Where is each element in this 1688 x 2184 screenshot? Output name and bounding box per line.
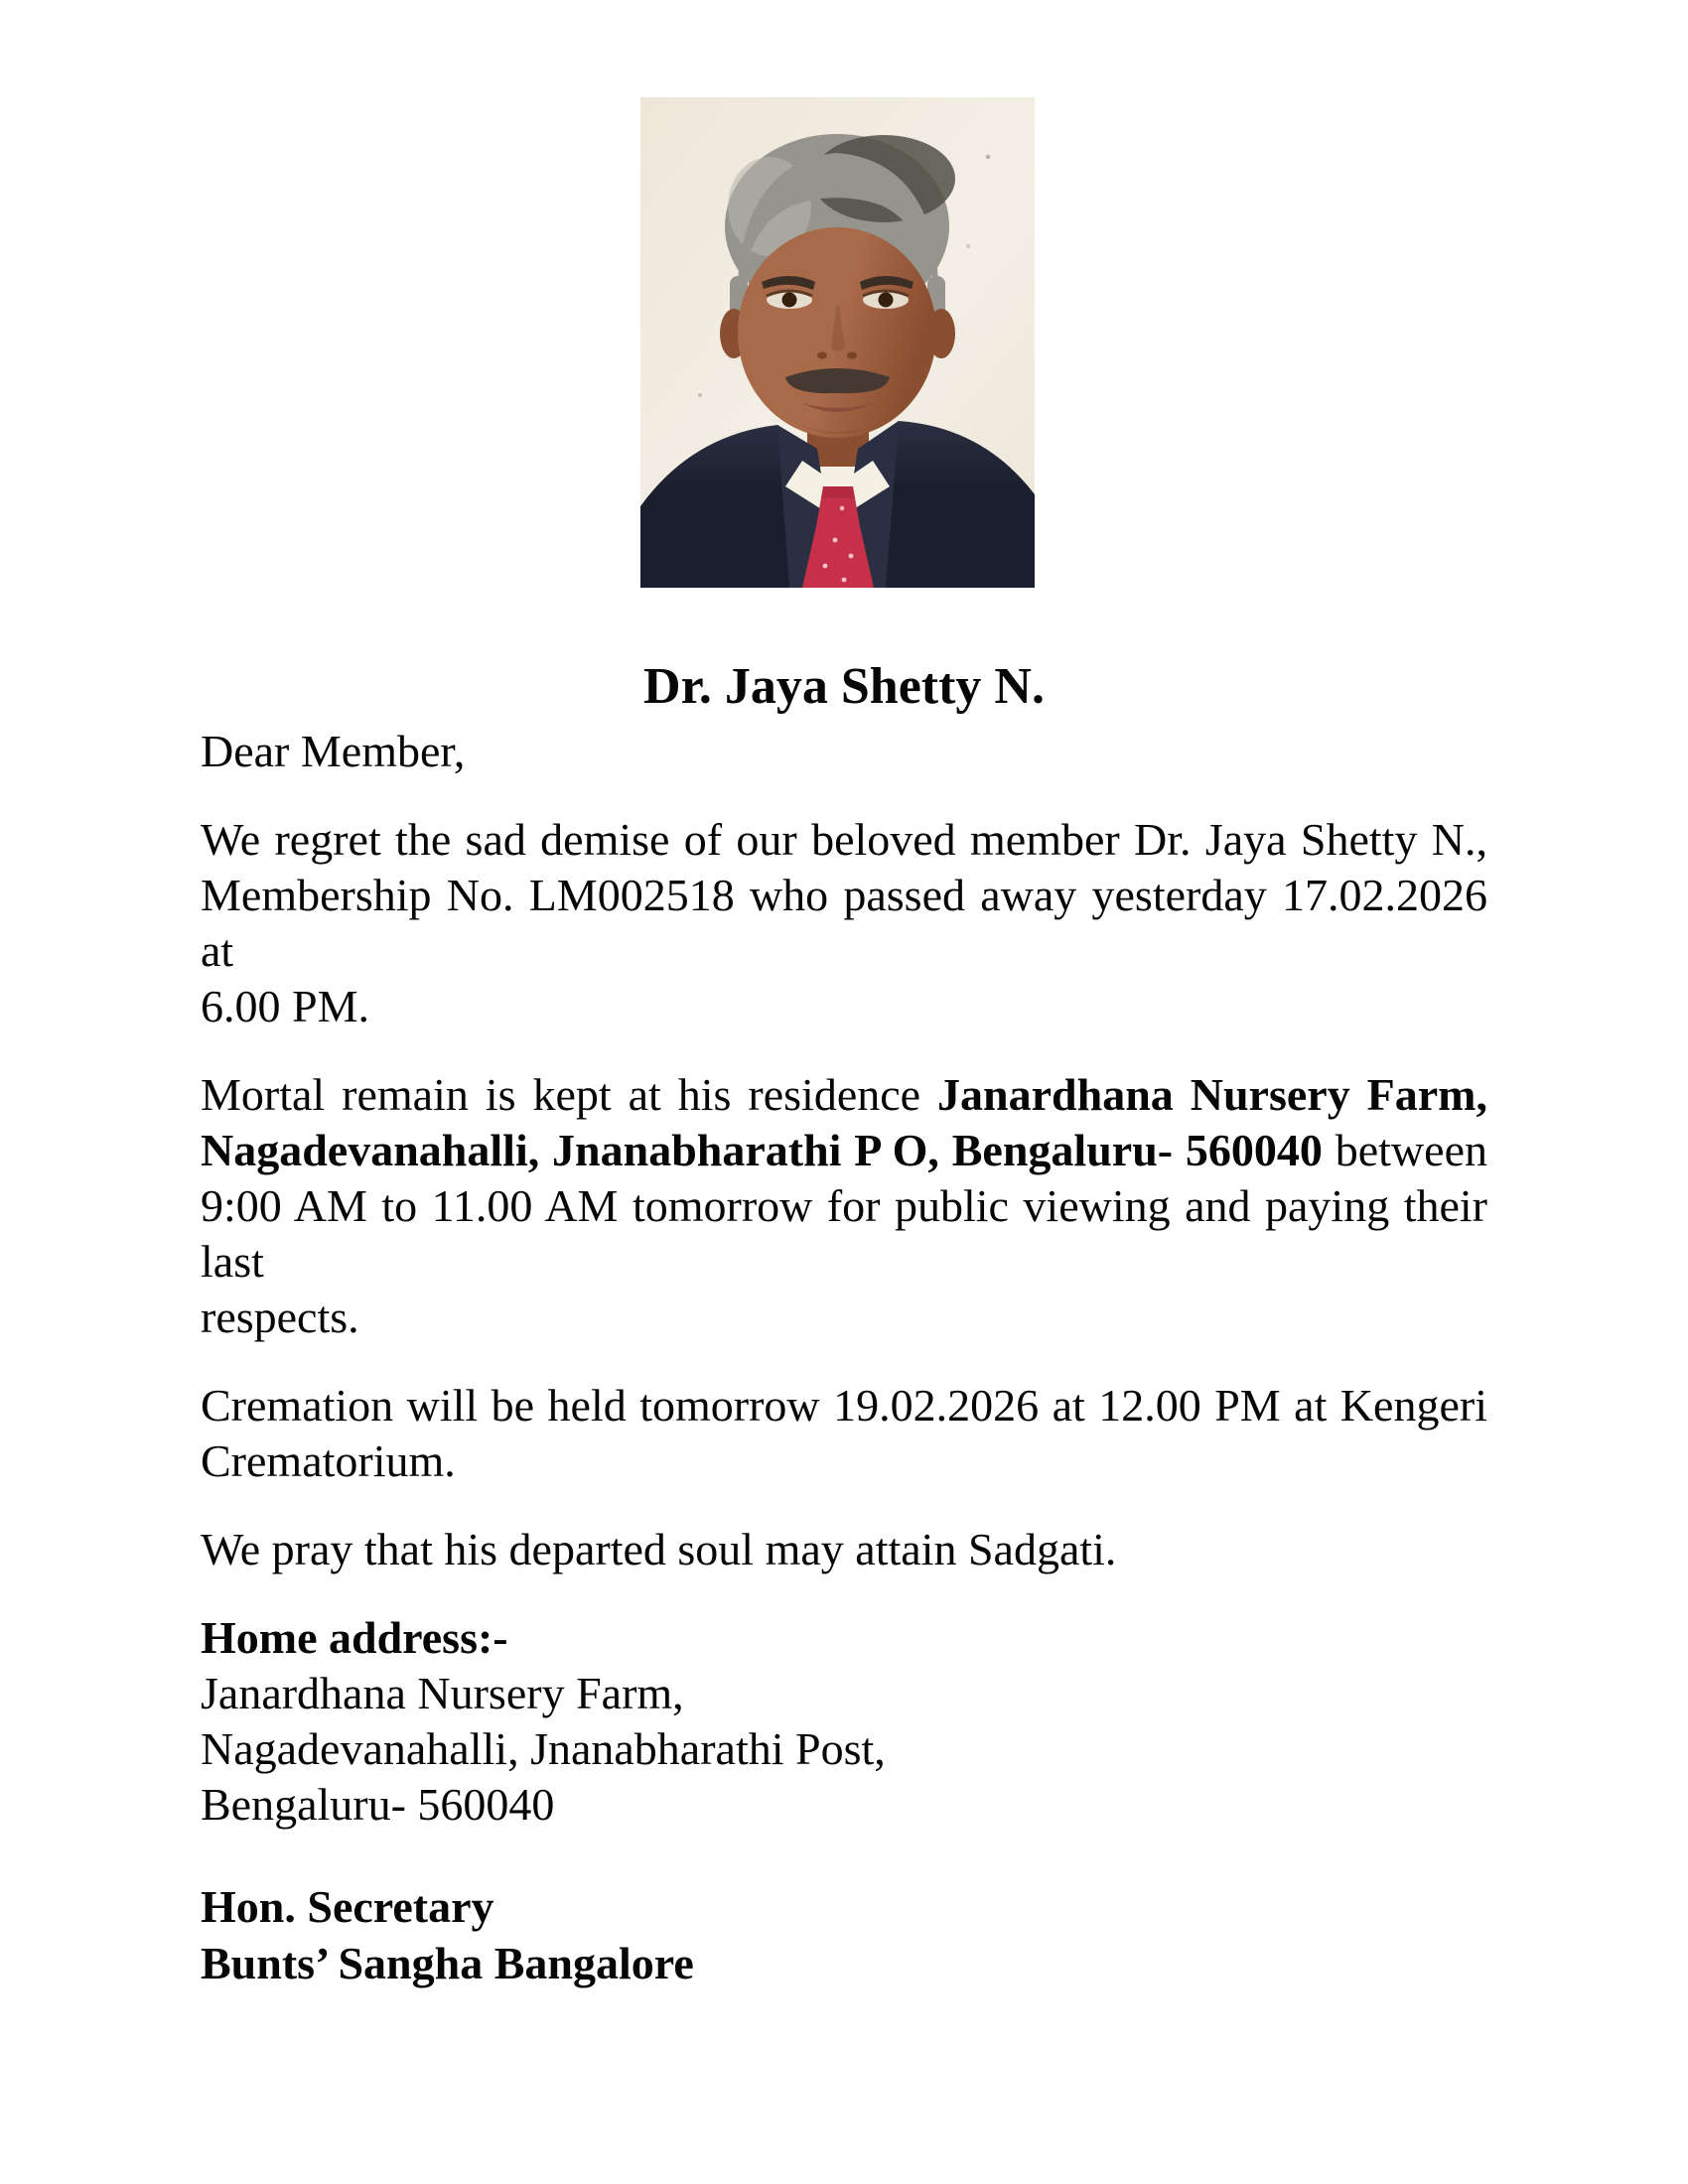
paragraph <box>201 1378 1487 1489</box>
text-segment: We pray that his departed soul may attain Sadgati. <box>201 1524 1117 1574</box>
text-line <box>201 1777 1487 1833</box>
text-line <box>201 1433 1487 1489</box>
paragraph <box>201 1522 1487 1577</box>
text-segment: Cremation will be held tomorrow 19.02.2026 at 12.00 PM at Kengeri <box>201 1380 1487 1431</box>
text-segment: 6.00 PM. <box>201 981 369 1031</box>
text-line <box>201 1878 1487 1935</box>
text-line <box>201 1666 1487 1721</box>
paragraph <box>201 812 1487 1034</box>
text-line <box>201 812 1487 868</box>
text-segment: We regret the sad demise of our beloved member Dr. Jaya Shetty N., <box>201 814 1487 865</box>
bold-text-segment: Nagadevanahalli, Jnanabharathi P O, Bengaluru- 560040 <box>201 1125 1323 1175</box>
text-line <box>201 979 1487 1034</box>
text-segment: between <box>1322 1125 1487 1175</box>
text-segment: Bengaluru- 560040 <box>201 1779 555 1830</box>
text-line <box>201 724 1487 779</box>
text-segment: respects. <box>201 1292 359 1342</box>
bold-text-segment: Bunts’ Sangha Bangalore <box>201 1938 694 1988</box>
text-segment: Dear Member, <box>201 726 466 776</box>
bold-text-segment: Janardhana Nursery Farm, <box>937 1069 1487 1120</box>
text-line <box>201 1290 1487 1345</box>
portrait-photo-drawing <box>640 97 1035 588</box>
text-line <box>201 1610 1487 1666</box>
text-segment: Mortal remain is kept at his residence <box>201 1069 938 1120</box>
paragraph <box>201 1067 1487 1345</box>
text-line <box>201 1721 1487 1777</box>
text-line <box>201 1178 1487 1290</box>
text-segment: Crematorium. <box>201 1435 456 1486</box>
letter-body <box>201 724 1487 1991</box>
bold-text-segment: Hon. Secretary <box>201 1881 494 1932</box>
text-segment: Janardhana Nursery Farm, <box>201 1668 684 1718</box>
text-line <box>201 1935 1487 1991</box>
text-line <box>201 1378 1487 1433</box>
paragraph <box>201 724 1487 779</box>
text-segment: Membership No. LM002518 who passed away yesterday 17.02.2026 at <box>201 870 1487 976</box>
text-line <box>201 1522 1487 1577</box>
text-segment: 9:00 AM to 11.00 AM tomorrow for public viewing and paying their last <box>201 1180 1487 1287</box>
portrait-photo <box>640 97 1035 588</box>
text-line <box>201 1067 1487 1123</box>
paragraph <box>201 1878 1487 1991</box>
bold-text-segment: Home address:- <box>201 1612 508 1663</box>
text-segment: Nagadevanahalli, Jnanabharathi Post, <box>201 1723 886 1774</box>
text-line <box>201 1123 1487 1178</box>
text-line <box>201 868 1487 979</box>
paragraph <box>201 1610 1487 1833</box>
page-title: Dr. Jaya Shetty N. <box>643 657 1045 715</box>
